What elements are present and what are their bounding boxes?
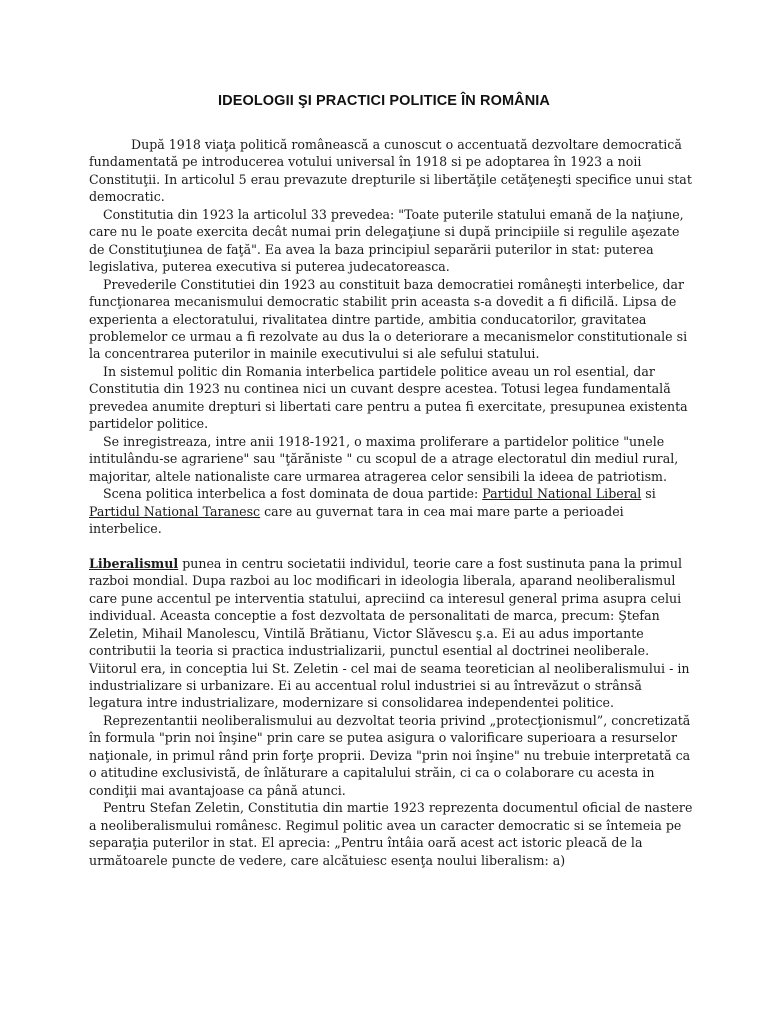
paragraph-6-text-before: Scena politica interbelica a fost dominata de doua partide:: [103, 486, 483, 502]
document-title: IDEOLOGII ŞI PRACTICI POLITICE ÎN ROMÂNIA: [218, 93, 550, 109]
paragraph-1: După 1918 viaţa politică românească a cunoscut o accentuată dezvoltare democratică fundamentată pe introducerea votului universal în 1918 si pe adoptarea în 1923 a noii Constituţii. In articolul 5 erau prevazute drepturile si libertăţile cetăţeneşti specifice unui stat democratic.: [89, 137, 692, 205]
paragraph-9: Pentru Stefan Zeletin, Constitutia din martie 1923 reprezenta documentul oficial de nastere a neoliberalismului românesc. Regimul politic avea un caracter democratic si se întemeia pe separaţia puterilor in stat. El aprecia: „Pentru întâia oară acest act istoric pleacă de la următoarele puncte de vedere, care alcătuiesc esenţa noului liberalism: a): [89, 800, 693, 868]
paragraph-6-text-mid: si: [641, 486, 656, 502]
link-partidul-national-liberal: Partidul National Liberal: [482, 486, 642, 502]
paragraph-6-text-after: care au guvernat tara in cea mai mare parte a perioadei interbelice.: [89, 503, 624, 536]
paragraph-7-text: punea in centru societatii individul, teorie care a fost sustinuta pana la primul razboi mondial. Dupa razboi au loc modificari in ideologia liberala, aparand neoliberalismul care pune accentul pe interventia statului, apreciind ca interesul general prima asupra celui individual. Aceasta conceptie a fost dezvoltata de personalitati de marca, precum: Ştefan Zeletin, Mihail Manolescu, Vintilă Brătianu, Victor Slăvescu ş.a. Ei au adus importante contributii la teoria si practica industrializarii, punctul esential al doctrinei neoliberale. Viitorul era, in conceptia lui St. Zeletin - cel mai de seama teoretician al neoliberalismului - in industrializare si urbanizare. Ei au accentual rolul industriei si au întrevăzut o strânsă legatura intre industrializare, modernizare si consolidarea independentei politice.: [89, 555, 690, 711]
paragraph-6: [89, 485, 695, 537]
paragraph-8: Reprezentantii neoliberalismului au dezvoltat teoria privind „protecţionismul”, concretizată în formula "prin noi înşine" prin care se putea asigura o valorificare superioara a resurselor naţionale, in primul rând prin forţe proprii. Deviza "prin noi înşine" nu trebuie interpretată ca o atitudine exclusivistă, de înlăturare a capitalului străin, ci ca o colaborare cu acesta in condiţii mai avantajoase ca până atunci.: [89, 712, 691, 798]
paragraph-2: Constitutia din 1923 la articolul 33 prevedea: "Toate puterile statului emană de la naţiune, care nu le poate exercita decât numai prin delegaţiune si după principiile si regulile aşezate de Constituţiunea de faţă". Ea avea la baza principiul separării puterilor in stat: puterea legislativa, puterea executiva si puterea judecatoreasca.: [89, 206, 684, 275]
link-partidul-national-taranesc: Partidul National Taranesc: [89, 503, 261, 519]
paragraph-5: Se inregistreaza, intre anii 1918-1921, o maxima proliferare a partidelor politice "unele intitulându-se agrariene" sau "ţărăniste " cu scopul de a atrage electoratul din mediul rural, majoritar, altele nationaliste care urmarea atragerea celor sensibili la ideea de patriotism.: [89, 433, 679, 484]
paragraph-3: Prevederile Constitutiei din 1923 au constituit baza democratiei româneşti interbelice, dar funcţionarea mecanismului democratic stabilit prin aceasta s-a dovedit a fi dificilă. Lipsa de experienta a electoratului, rivalitatea dintre partide, ambitia conducatorilor, gravitatea problemelor ce urmau a fi rezolvate au dus la o deteriorare a mecanismelor constitutionale si la concentrarea puterilor in mainile executivului si ale sefului statului.: [89, 276, 688, 362]
paragraph-gap: [89, 537, 695, 554]
section-heading-liberalismul: Liberalismul: [89, 555, 179, 571]
paragraph-7: [89, 555, 695, 712]
document-body: [89, 136, 695, 869]
paragraph-4: In sistemul politic din Romania interbelica partidele politice aveau un rol esential, dar Constitutia din 1923 nu continea nici un cuvant despre acestea. Totusi legea fundamentală prevedea anumite drepturi si libertati care pentru a putea fi exercitate, presupunea existenta partidelor politice.: [89, 363, 688, 432]
